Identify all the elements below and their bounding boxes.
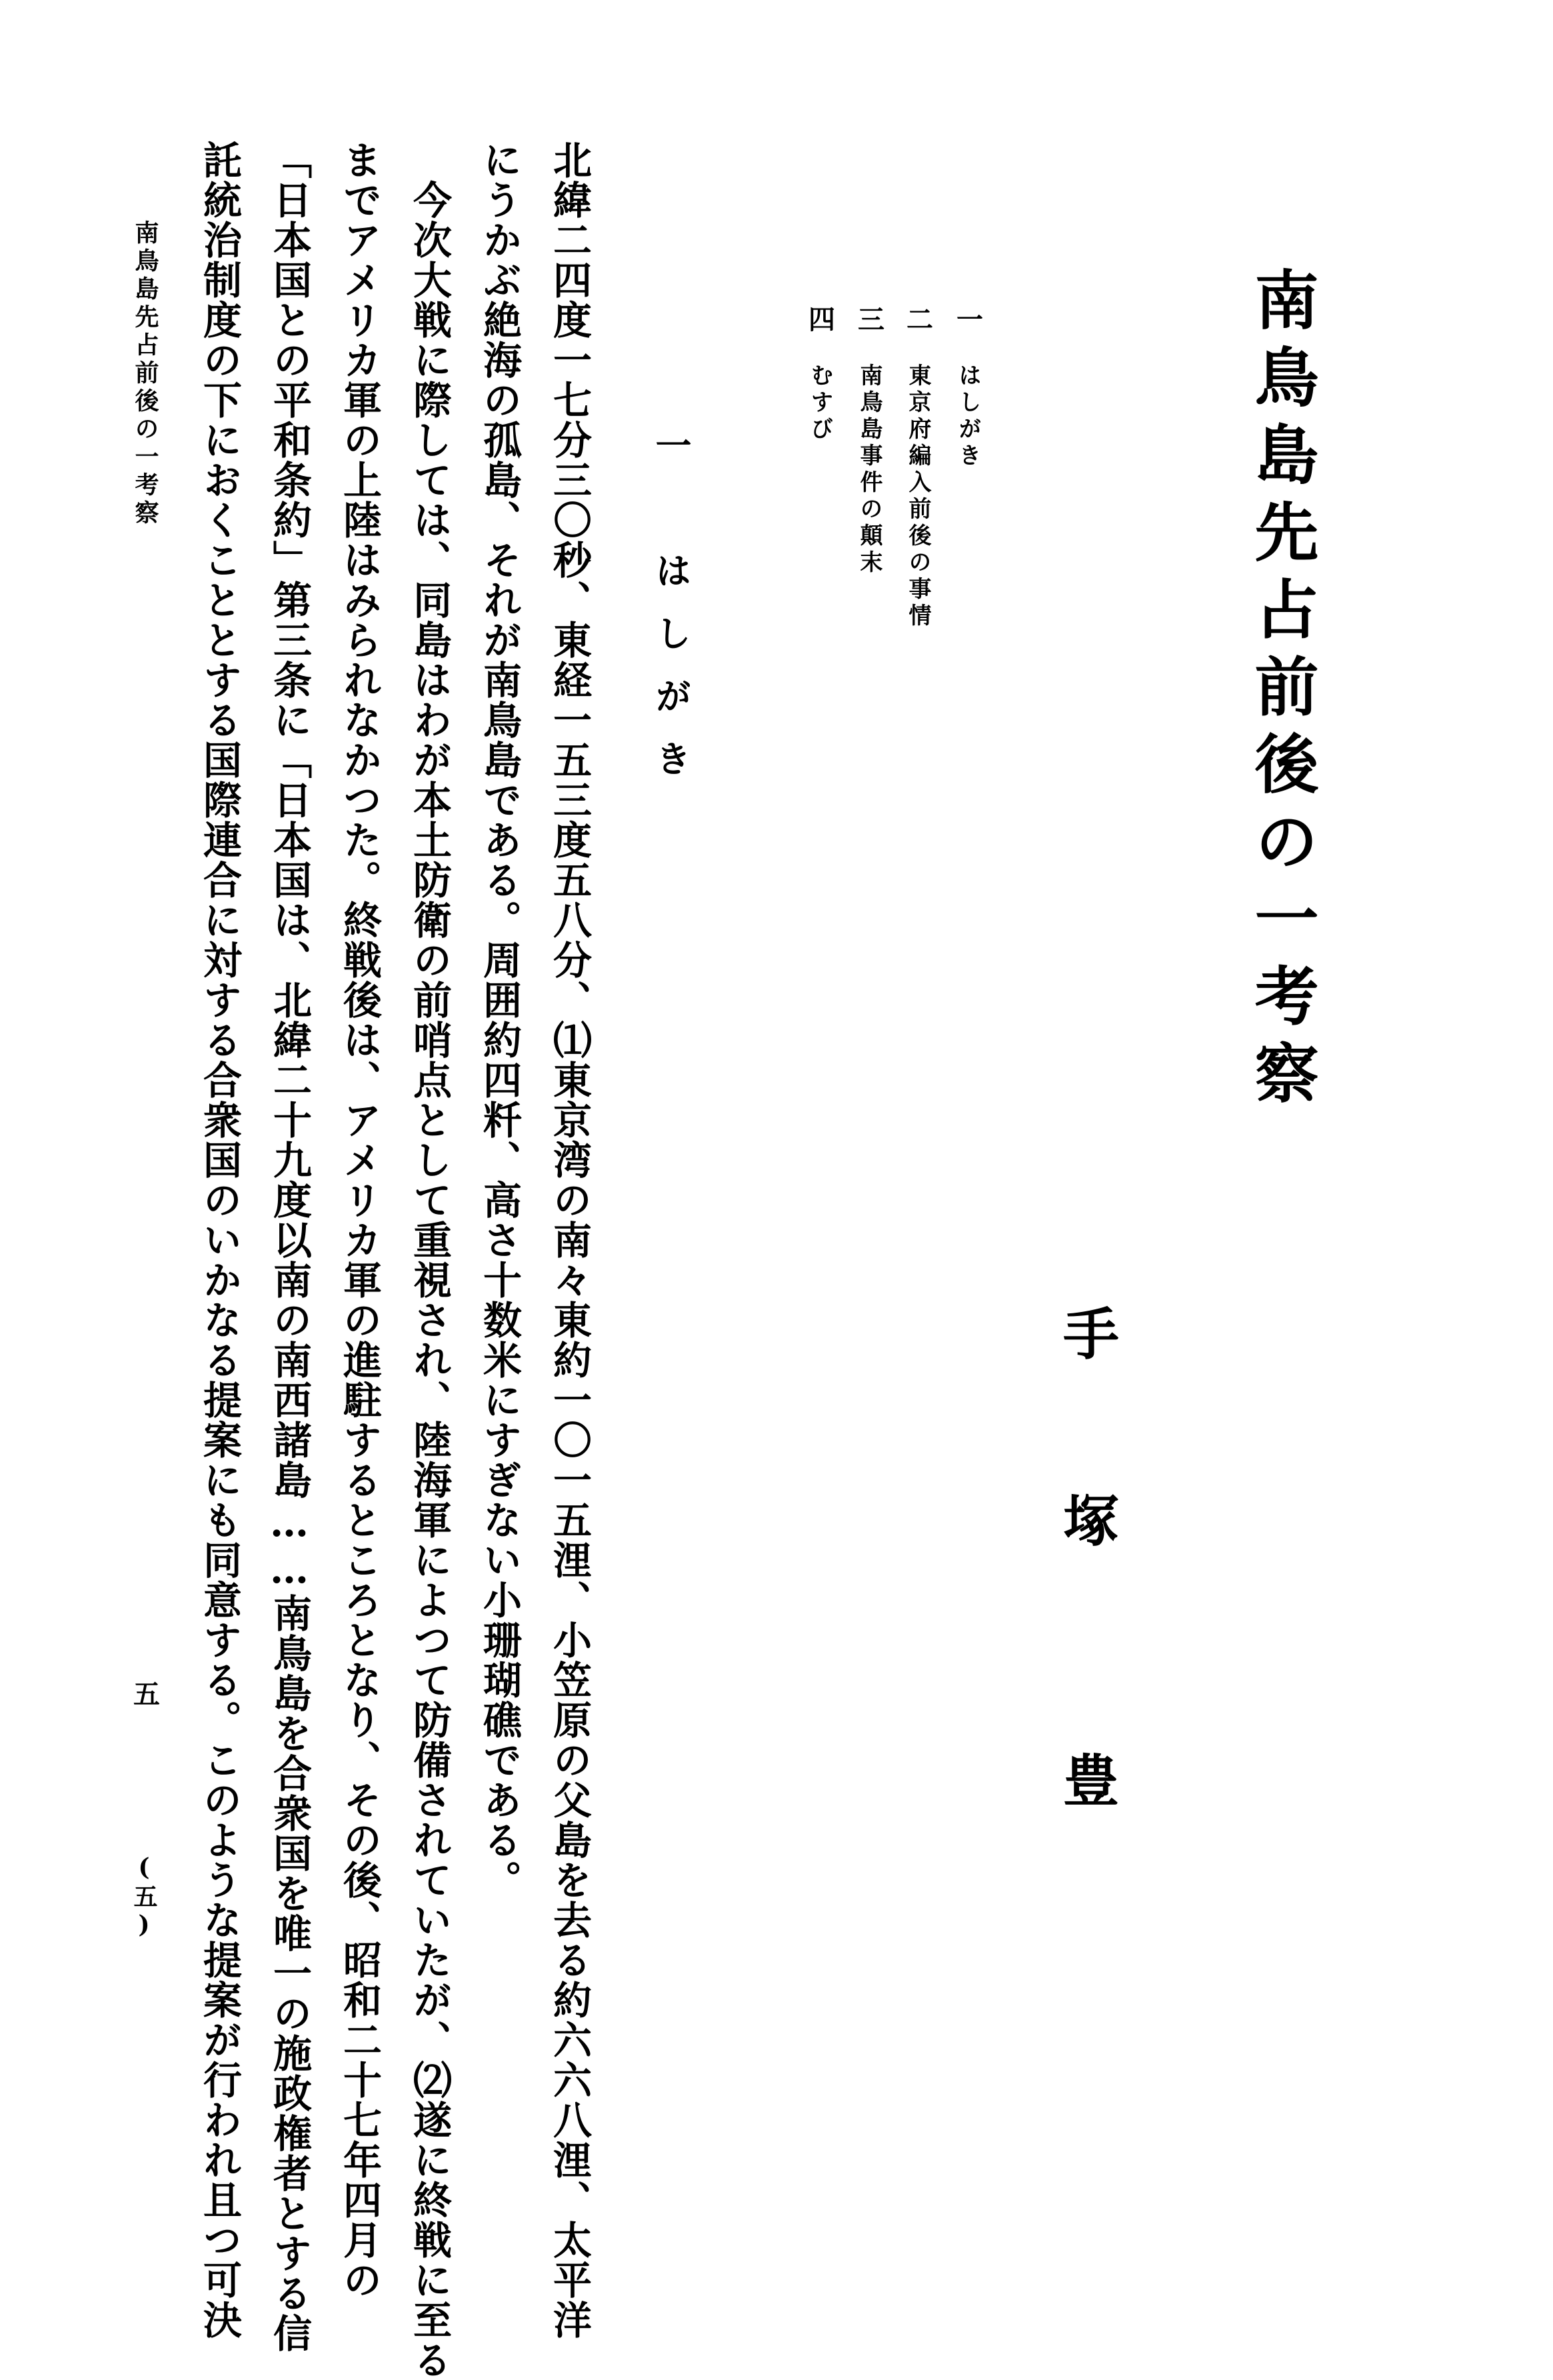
toc-label: 東京府編入前後の事情 xyxy=(904,363,931,630)
toc-label: 南鳥島事件の顛末 xyxy=(856,363,882,577)
toc-number: 二 xyxy=(906,304,933,335)
running-head: 南鳥島先占前後の一考察 xyxy=(131,220,159,528)
author-name-char: 豊 xyxy=(1063,1748,1120,1814)
section-heading: 一 はしがき xyxy=(650,427,693,803)
toc-label: はしがき xyxy=(954,363,981,470)
body-line: 北緯二四度一七分三〇秒、東経一五三度五八分、⑴東京湾の南々東約一〇一五浬、小笠原の父島を去る約六六八浬、太平洋 xyxy=(547,140,592,2340)
toc-number: 四 xyxy=(808,304,835,335)
body-line: 託統治制度の下におくこととする国際連合に対する合衆国のいかなる提案にも同意する。このような提案が行われ且つ可決 xyxy=(197,140,242,2340)
body-line: 今次大戦に際しては、同島はわが本土防衛の前哨点として重視され、陸海軍によつて防備されていたが、⑵遂に終戦に至る xyxy=(407,140,452,2380)
author-name-char: 手 xyxy=(1063,1301,1120,1367)
body-line: までアメリカ軍の上陸はみられなかつた。終戦後は、アメリカ軍の進駐するところとなり、その後、昭和二十七年四月の xyxy=(337,140,382,2300)
page-number-paren: (五) xyxy=(130,1853,158,1941)
article-title: 南鳥島先占前後の一考察 xyxy=(1244,267,1320,1117)
toc-number: 三 xyxy=(858,304,884,335)
toc-label: むすび xyxy=(806,363,833,443)
toc-number: 一 xyxy=(956,304,983,335)
page-number: 五 xyxy=(133,1679,160,1710)
author-name-char: 塚 xyxy=(1063,1488,1120,1554)
body-line: にうかぶ絶海の孤島、それが南鳥島である。周囲約四粁、高さ十数米にすぎない小珊瑚礁である。 xyxy=(477,140,522,1900)
body-line: 「日本国との平和条約」第三条に「日本国は、北緯二十九度以南の南西諸島……南鳥島を合衆国を唯一の施政権者とする信 xyxy=(267,140,312,2353)
